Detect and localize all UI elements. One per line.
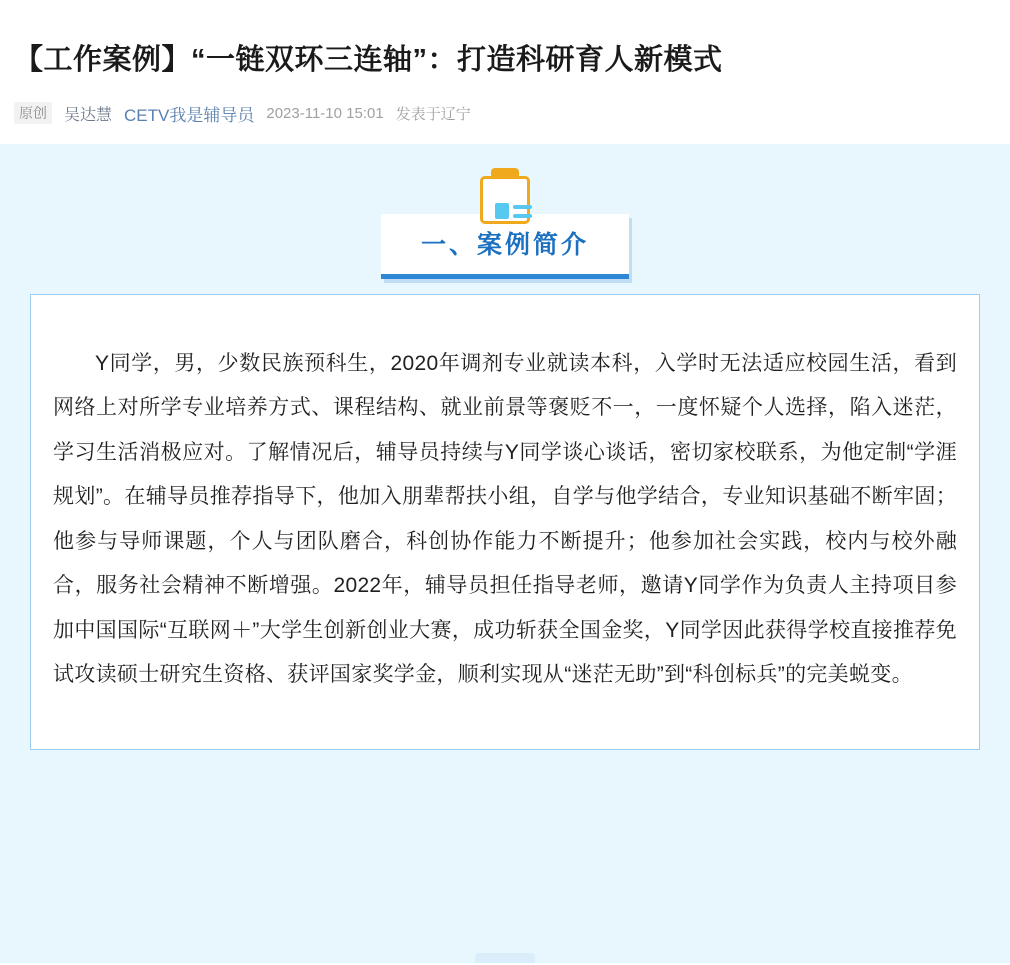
account-link[interactable]: CETV我是辅导员 bbox=[124, 105, 255, 125]
next-section-indicator bbox=[475, 953, 535, 963]
clipboard-icon bbox=[474, 168, 536, 228]
section-heading-block bbox=[0, 168, 1010, 288]
case-description-card bbox=[30, 294, 980, 750]
article-content bbox=[0, 144, 1010, 963]
page-title: 【工作案例】“一链双环三连轴”：打造科研育人新模式 bbox=[14, 44, 723, 77]
publish-time: 2023-11-10 15:01 bbox=[266, 104, 384, 122]
section-heading-text: 一、案例简介 bbox=[420, 230, 589, 259]
publish-location: 发表于辽宁 bbox=[395, 105, 471, 123]
original-badge: 原创 bbox=[14, 102, 52, 124]
author-name: 吴达慧 bbox=[64, 106, 113, 124]
bottom-spacer bbox=[0, 750, 1010, 790]
article-header bbox=[0, 0, 1010, 144]
article-meta bbox=[14, 101, 996, 144]
case-description-text: Y同学，男，少数民族预科生，2020年调剂专业就读本科，入学时无法适应校园生活，看到网络上对所学专业培养方式、课程结构、就业前景等褒贬不一，一度怀疑个人选择，陷入迷茫，学习生活消极应对。了解情况后，辅导员持续与Y同学谈心谈话，密切家校联系，为他定制“学涯规划”。在辅导员推荐指导下，他加入朋辈帮扶小组，自学与他学结合，专业知识基础不断牢固；他参与导师课题，个人与团队磨合，科创协作能力不断提升；他参加社会实践，校内与校外融合，服务社会精神不断增强。2022年，辅导员担任指导老师，邀请Y同学作为负责人主持项目参加中国国际“互联网＋”大学生创新创业大赛，成功斩获全国金奖，Y同学因此获得学校直接推荐免试攻读硕士研究生资格、获评国家奖学金，顺利实现从“迷茫无助”到“科创标兵”的完美蜕变。 bbox=[53, 351, 957, 687]
